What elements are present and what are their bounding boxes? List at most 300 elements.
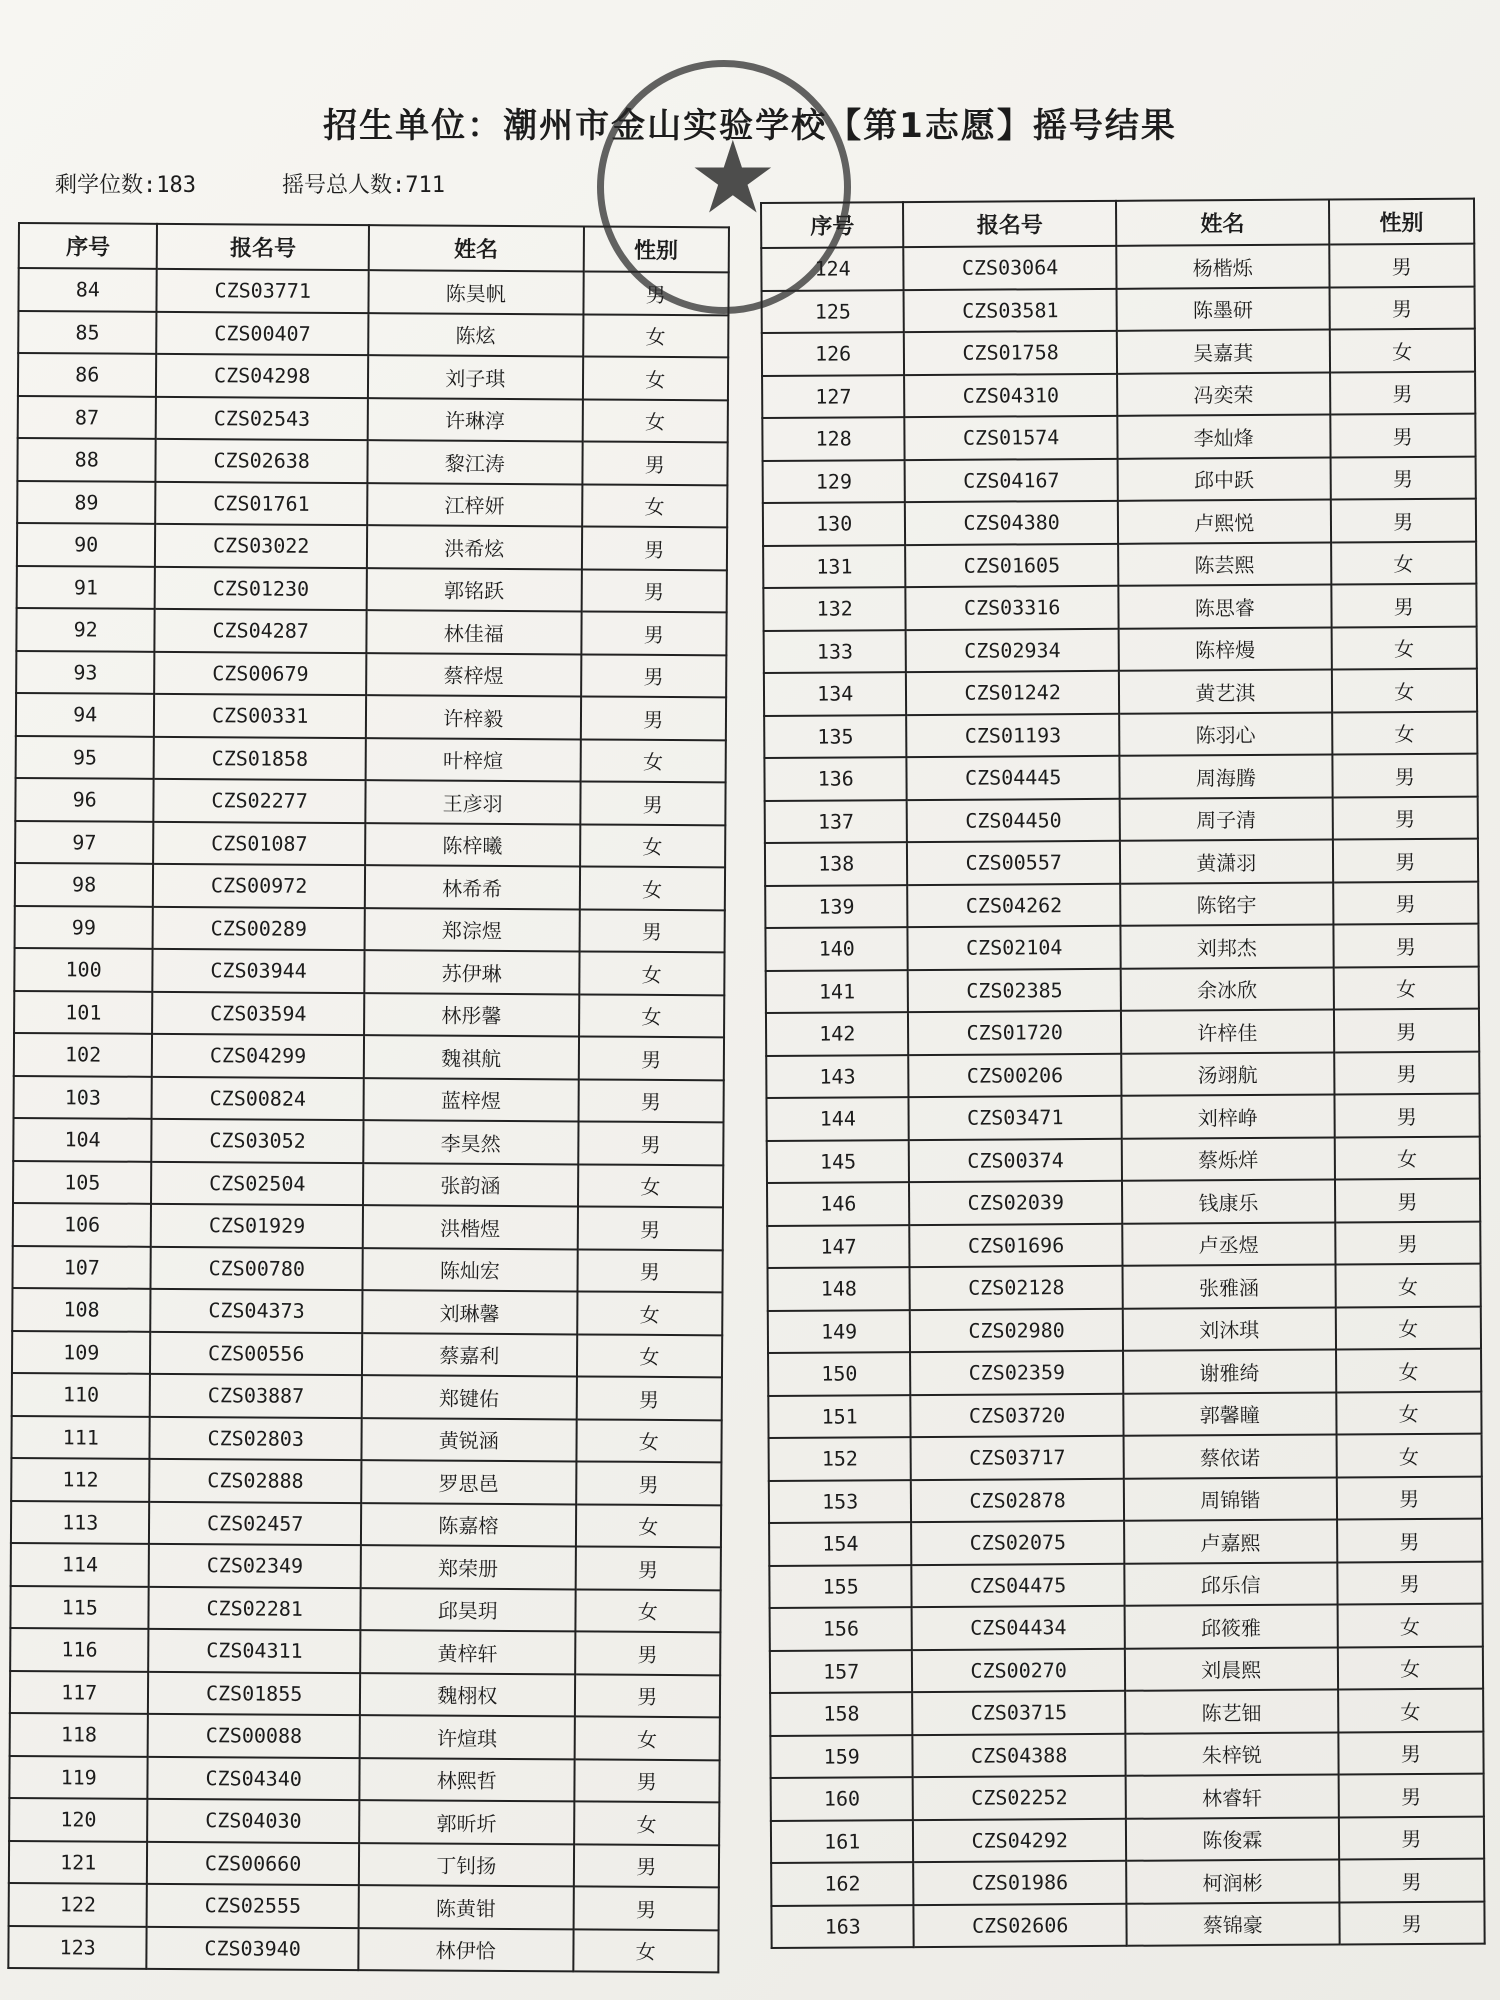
cell-reg-no: CZS03715 [912,1691,1125,1735]
cell-name: 许琳淳 [368,398,583,442]
cell-gender: 女 [1331,541,1477,584]
cell-seq: 90 [17,523,156,566]
cell-seq: 111 [11,1415,150,1458]
cell-seq: 85 [18,311,157,354]
cell-name: 林伊恰 [358,1928,573,1972]
cell-name: 林佳福 [366,610,581,654]
table-row [771,1859,1484,1906]
cell-reg-no: CZS01758 [904,331,1117,375]
cell-reg-no: CZS00660 [147,1841,359,1885]
cell-gender: 男 [578,1079,724,1122]
cell-seq: 102 [14,1033,153,1076]
cell-gender: 男 [1335,1221,1481,1264]
cell-seq: 127 [762,375,905,418]
cell-gender: 女 [1332,711,1478,754]
cell-gender: 女 [1333,966,1479,1009]
cell-reg-no: CZS00557 [907,841,1120,885]
cell-reg-no: CZS03022 [155,524,367,568]
table-row [770,1689,1483,1736]
cell-reg-no: CZS00206 [909,1053,1122,1097]
header-name: 姓名 [1116,200,1329,246]
cell-reg-no: CZS03052 [152,1119,364,1163]
cell-seq: 103 [14,1075,153,1118]
cell-seq: 160 [771,1777,914,1820]
cell-gender: 男 [1330,414,1476,457]
cell-name: 叶梓煊 [366,738,581,782]
cell-name: 刘沐琪 [1123,1307,1336,1351]
cell-name: 魏祺航 [364,1035,579,1079]
cell-reg-no: CZS04299 [152,1034,364,1078]
table-row [11,1458,721,1505]
cell-reg-no: CZS02128 [910,1266,1123,1310]
cell-reg-no: CZS04167 [905,458,1118,502]
cell-gender: 男 [1332,796,1478,839]
cell-gender: 女 [1337,1646,1483,1689]
table-row [766,1094,1479,1141]
cell-name: 黄梓轩 [360,1630,575,1674]
cell-gender: 女 [1331,669,1477,712]
cell-seq: 106 [13,1203,152,1246]
cell-reg-no: CZS02349 [149,1544,361,1588]
cell-name: 郭铭跃 [367,568,582,612]
cell-gender: 男 [580,696,726,739]
cell-name: 卢嘉熙 [1124,1520,1337,1564]
cell-reg-no: CZS00556 [150,1331,362,1375]
cell-name: 刘邦杰 [1120,925,1333,969]
table-row [766,966,1479,1013]
cell-seq: 118 [10,1713,149,1756]
cell-gender: 男 [1339,1901,1485,1944]
cell-gender: 男 [578,1036,724,1079]
cell-seq: 107 [12,1245,151,1288]
table-row [767,1136,1480,1183]
cell-name: 钱康乐 [1122,1180,1335,1224]
cell-gender: 男 [1338,1731,1484,1774]
table-row [15,820,725,867]
cell-gender: 男 [1331,584,1477,627]
table-row [15,905,725,952]
cell-reg-no: CZS01087 [153,821,365,865]
cell-seq: 141 [766,970,909,1013]
cell-reg-no: CZS01929 [151,1204,363,1248]
cell-name: 张雅涵 [1122,1265,1335,1309]
cell-seq: 135 [764,715,907,758]
table-row [770,1604,1483,1651]
cell-seq: 139 [765,885,908,928]
cell-reg-no: CZS00407 [157,311,369,355]
table-row [18,268,728,315]
table-row [769,1434,1482,1481]
cell-gender: 女 [1336,1349,1482,1392]
cell-seq: 108 [12,1288,151,1331]
table-row [16,693,726,740]
cell-gender: 男 [579,909,725,952]
header-name: 姓名 [369,225,584,271]
cell-reg-no: CZS03594 [152,991,364,1035]
cell-name: 郭昕圻 [359,1800,574,1844]
results-table-right [760,198,1486,1949]
table-row [12,1330,722,1377]
cell-name: 郑键佑 [362,1375,577,1419]
cell-seq: 128 [762,417,905,460]
cell-name: 陈嘉榕 [361,1503,576,1547]
cell-reg-no: CZS02277 [154,779,366,823]
cell-gender: 男 [1333,881,1479,924]
table-row [761,244,1474,291]
cell-seq: 142 [766,1012,909,1055]
cell-gender: 女 [582,484,728,527]
cell-seq: 110 [12,1373,151,1416]
cell-seq: 86 [18,353,157,396]
cell-reg-no: CZS01605 [905,543,1118,587]
cell-name: 蔡嘉利 [362,1333,577,1377]
cell-seq: 137 [765,800,908,843]
cell-name: 邱中跃 [1118,457,1331,501]
cell-reg-no: CZS00374 [909,1138,1122,1182]
cell-seq: 113 [11,1500,150,1543]
cell-name: 郭馨瞳 [1123,1392,1336,1436]
cell-name: 林睿轩 [1126,1774,1339,1818]
cell-gender: 男 [1334,1009,1480,1052]
cell-name: 洪希炫 [367,525,582,569]
cell-reg-no: CZS00972 [153,864,365,908]
cell-reg-no: CZS00289 [153,906,365,950]
cell-name: 许梓佳 [1121,1010,1334,1054]
cell-seq: 99 [15,905,154,948]
cell-seq: 100 [14,948,153,991]
cell-seq: 163 [771,1905,914,1948]
cell-reg-no: CZS00824 [152,1076,364,1120]
table-row [770,1731,1483,1778]
cell-reg-no: CZS02555 [147,1884,359,1928]
cell-name: 蔡锦豪 [1126,1902,1339,1946]
cell-seq: 119 [9,1755,148,1798]
cell-seq: 145 [767,1140,910,1183]
header-reg-no: 报名号 [157,224,369,270]
cell-name: 卢熙悦 [1118,500,1331,544]
cell-seq: 148 [768,1267,911,1310]
cell-name: 陈芸熙 [1118,542,1331,586]
cell-reg-no: CZS02104 [908,926,1121,970]
cell-gender: 男 [581,569,727,612]
table-row [764,754,1477,801]
table-row [15,778,725,825]
cell-gender: 男 [576,1376,722,1419]
cell-reg-no: CZS02075 [911,1521,1124,1565]
cell-seq: 117 [10,1670,149,1713]
cell-gender: 男 [1330,456,1476,499]
cell-name: 周子清 [1120,797,1333,841]
cell-name: 周海腾 [1119,755,1332,799]
table-row [17,565,727,612]
table-row [17,523,727,570]
cell-gender: 女 [573,1929,719,1972]
cell-reg-no: CZS03771 [157,269,369,313]
cell-seq: 94 [16,693,155,736]
header-reg-no: 报名号 [903,201,1116,247]
table-row [763,584,1476,631]
cell-reg-no: CZS03887 [150,1374,362,1418]
cell-reg-no: CZS02888 [150,1459,362,1503]
cell-reg-no: CZS01696 [910,1223,1123,1267]
cell-name: 陈黄钳 [359,1885,574,1929]
cell-reg-no: CZS02606 [914,1903,1127,1947]
cell-gender: 女 [575,1504,721,1547]
cell-reg-no: CZS01720 [908,1011,1121,1055]
cell-gender: 男 [574,1674,720,1717]
table-row [8,1925,718,1972]
table-row [765,881,1478,928]
cell-name: 陈艺钿 [1125,1689,1338,1733]
cell-reg-no: CZS04262 [908,883,1121,927]
cell-reg-no: CZS00270 [912,1648,1125,1692]
cell-gender: 女 [580,824,726,867]
cell-reg-no: CZS04340 [148,1756,360,1800]
cell-seq: 125 [762,290,905,333]
cell-seq: 98 [15,863,154,906]
cell-seq: 147 [767,1225,910,1268]
cell-name: 周锦锴 [1124,1477,1337,1521]
cell-reg-no: CZS03717 [911,1436,1124,1480]
table-row [768,1391,1481,1438]
cell-reg-no: CZS04434 [912,1606,1125,1650]
table-row [769,1519,1482,1566]
cell-gender: 女 [579,951,725,994]
cell-seq: 92 [16,608,155,651]
table-row [768,1306,1481,1353]
cell-reg-no: CZS01230 [155,566,367,610]
table-row [9,1755,719,1802]
table-row [766,1051,1479,1098]
cell-name: 黄艺淇 [1119,670,1332,714]
cell-name: 林希希 [365,865,580,909]
cell-gender: 女 [574,1801,720,1844]
table-row [10,1585,720,1632]
total-applicants: 摇号总人数:711 [282,173,445,198]
cell-gender: 女 [576,1419,722,1462]
cell-name: 邱乐信 [1124,1562,1337,1606]
cell-seq: 91 [17,565,156,608]
cell-reg-no: CZS04450 [907,798,1120,842]
table-row [10,1713,720,1760]
table-row [12,1288,722,1335]
table-header-row [761,199,1474,248]
cell-reg-no: CZS04445 [907,756,1120,800]
cell-seq: 109 [12,1330,151,1373]
table-row [762,286,1475,333]
cell-name: 刘晨熙 [1125,1647,1338,1691]
cell-gender: 男 [581,654,727,697]
cell-gender: 男 [580,781,726,824]
cell-name: 蔡梓煜 [366,653,581,697]
cell-name: 罗思邑 [361,1460,576,1504]
cell-gender: 男 [1332,839,1478,882]
cell-reg-no: CZS00780 [151,1246,363,1290]
cell-reg-no: CZS01242 [906,671,1119,715]
table-row [763,499,1476,546]
cell-gender: 女 [1337,1604,1483,1647]
cell-reg-no: CZS01858 [154,736,366,780]
table-row [17,481,727,528]
cell-seq: 150 [768,1352,911,1395]
cell-gender: 女 [580,739,726,782]
table-row [763,456,1476,503]
cell-gender: 女 [1334,1136,1480,1179]
table-row [764,626,1477,673]
cell-name: 林彤馨 [364,993,579,1037]
table-row [14,1033,724,1080]
cell-seq: 122 [9,1883,148,1926]
table-row [13,1118,723,1165]
cell-seq: 146 [767,1182,910,1225]
cell-reg-no: CZS03064 [904,246,1117,290]
table-row [15,863,725,910]
table-row [771,1816,1484,1863]
cell-reg-no: CZS02543 [156,396,368,440]
cell-seq: 89 [17,481,156,524]
cell-gender: 男 [1332,754,1478,797]
cell-seq: 131 [763,545,906,588]
cell-name: 陈俊霖 [1126,1817,1339,1861]
cell-name: 邱筱雅 [1125,1605,1338,1649]
table-row [18,353,728,400]
table-row [768,1264,1481,1311]
cell-reg-no: CZS01855 [148,1671,360,1715]
cell-seq: 120 [9,1798,148,1841]
cell-gender: 男 [578,1121,724,1164]
table-row [10,1670,720,1717]
cell-seq: 152 [769,1437,912,1480]
table-row [762,371,1475,418]
cell-gender: 男 [574,1759,720,1802]
cell-seq: 93 [16,650,155,693]
cell-reg-no: CZS03471 [909,1096,1122,1140]
cell-reg-no: CZS02385 [908,968,1121,1012]
cell-gender: 女 [577,1334,723,1377]
cell-seq: 134 [764,672,907,715]
cell-gender: 男 [1338,1774,1484,1817]
cell-gender: 女 [579,994,725,1037]
cell-name: 李灿烽 [1117,415,1330,459]
cell-name: 陈思睿 [1118,585,1331,629]
cell-name: 刘琳馨 [362,1290,577,1334]
table-body-right [761,244,1484,1948]
cell-gender: 女 [1335,1264,1481,1307]
header-seq: 序号 [761,202,904,248]
cell-name: 郑淙煜 [365,908,580,952]
table-row [9,1840,719,1887]
cell-seq: 155 [769,1565,912,1608]
table-row [18,396,728,443]
page-title: 招生单位：潮州市金山实验学校【第1志愿】摇号结果 [323,106,1177,146]
cell-reg-no: CZS01193 [907,713,1120,757]
cell-gender: 女 [1338,1689,1484,1732]
table-row [18,311,728,358]
cell-reg-no: CZS02359 [910,1351,1123,1395]
remaining-seats: 剩学位数:183 [55,173,196,198]
cell-gender: 男 [582,441,728,484]
cell-name: 杨楷烁 [1116,245,1329,289]
cell-reg-no: CZS04380 [905,501,1118,545]
cell-reg-no: CZS04311 [149,1629,361,1673]
cell-gender: 男 [1333,924,1479,967]
cell-name: 卢丞煜 [1122,1222,1335,1266]
table-row [13,1160,723,1207]
cell-name: 陈梓曦 [365,823,580,867]
cell-name: 陈炫 [368,313,583,357]
table-row [9,1798,719,1845]
cell-gender: 女 [583,314,729,357]
cell-seq: 133 [764,630,907,673]
cell-name: 刘梓峥 [1121,1095,1334,1139]
cell-gender: 男 [575,1546,721,1589]
table-row [763,541,1476,588]
cell-reg-no: CZS00088 [148,1714,360,1758]
cell-seq: 154 [769,1522,912,1565]
cell-name: 谢雅绮 [1123,1350,1336,1394]
cell-reg-no: CZS04388 [913,1733,1126,1777]
cell-gender: 男 [1339,1859,1485,1902]
header-gender: 性别 [1329,199,1475,245]
cell-reg-no: CZS02281 [149,1586,361,1630]
cell-reg-no: CZS03940 [147,1926,359,1970]
cell-seq: 88 [17,438,156,481]
cell-reg-no: CZS03581 [904,288,1117,332]
cell-gender: 女 [575,1589,721,1632]
cell-gender: 男 [1336,1476,1482,1519]
cell-reg-no: CZS00679 [154,651,366,695]
table-row [767,1221,1480,1268]
table-row [10,1628,720,1675]
cell-seq: 157 [770,1650,913,1693]
cell-reg-no: CZS01761 [156,481,368,525]
cell-name: 陈昊帆 [368,270,583,314]
table-row [771,1774,1484,1821]
cell-seq: 136 [764,757,907,800]
cell-name: 柯润彬 [1126,1859,1339,1903]
cell-reg-no: CZS04298 [156,354,368,398]
cell-gender: 男 [1329,244,1475,287]
cell-seq: 116 [10,1628,149,1671]
results-table-left [7,222,730,1973]
cell-name: 王彦羽 [365,780,580,824]
cell-seq: 132 [763,587,906,630]
cell-gender: 男 [1330,499,1476,542]
table-row [14,948,724,995]
cell-gender: 男 [1334,1051,1480,1094]
cell-gender: 男 [1337,1519,1483,1562]
cell-seq: 97 [15,820,154,863]
cell-gender: 女 [1336,1391,1482,1434]
cell-gender: 男 [1338,1816,1484,1859]
table-row [769,1561,1482,1608]
table-row [762,414,1475,461]
cell-name: 陈铭宇 [1120,882,1333,926]
cell-name: 江梓妍 [367,483,582,527]
cell-gender: 男 [577,1206,723,1249]
cell-name: 余冰欣 [1121,967,1334,1011]
cell-name: 陈灿宏 [362,1248,577,1292]
cell-reg-no: CZS02934 [906,628,1119,672]
cell-reg-no: CZS03316 [906,586,1119,630]
cell-gender: 男 [1330,371,1476,414]
cell-gender: 女 [582,399,728,442]
table-row [16,650,726,697]
cell-reg-no: CZS02504 [151,1161,363,1205]
cell-reg-no: CZS02039 [909,1181,1122,1225]
table-row [11,1415,721,1462]
cell-seq: 115 [10,1585,149,1628]
